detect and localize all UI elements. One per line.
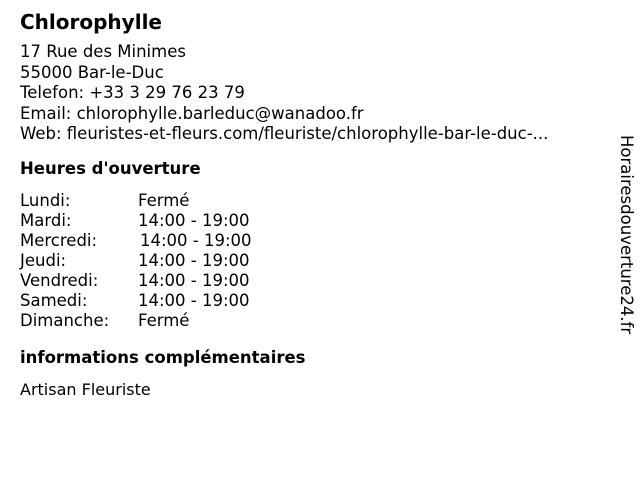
hours-value: Fermé	[138, 190, 190, 210]
hours-value: 14:00 - 19:00	[138, 250, 250, 270]
day-label: Mercredi:	[20, 230, 98, 250]
day-label: Jeudi:	[20, 250, 67, 270]
hours-heading: Heures d'ouverture	[20, 158, 201, 178]
hours-value: Fermé	[138, 310, 190, 330]
day-label: Vendredi:	[20, 270, 99, 290]
business-name: Chlorophylle	[20, 10, 162, 34]
info-heading: informations complémentaires	[20, 347, 306, 367]
hours-row-monday	[20, 191, 610, 211]
phone-number: Telefon: +33 3 29 76 23 79	[20, 83, 245, 102]
info-text: Artisan Fleuriste	[20, 379, 151, 399]
website-url: Web: fleuristes-et-fleurs.com/fleuriste/chlorophylle-bar-le-duc-...	[20, 124, 549, 143]
day-label: Dimanche:	[20, 310, 110, 330]
address-line-2: 55000 Bar-le-Duc	[20, 62, 164, 82]
hours-value: 14:00 - 19:00	[138, 210, 250, 230]
email-address: Email: chlorophylle.barleduc@wanadoo.fr	[20, 103, 364, 123]
hours-table	[20, 191, 610, 331]
hours-value: 14:00 - 19:00	[138, 270, 250, 290]
hours-row-sunday	[20, 311, 610, 331]
hours-row-wednesday	[20, 231, 610, 251]
day-label: Lundi:	[20, 190, 71, 210]
address-line-1: 17 Rue des Minimes	[20, 42, 186, 61]
site-watermark: Horairesdouverture24.fr	[617, 135, 636, 335]
hours-row-friday	[20, 271, 610, 291]
hours-row-thursday	[20, 251, 610, 271]
day-label: Samedi:	[20, 290, 88, 310]
hours-row-saturday	[20, 291, 610, 311]
business-card	[20, 10, 610, 400]
hours-value: 14:00 - 19:00	[140, 230, 252, 250]
day-label: Mardi:	[20, 210, 72, 230]
hours-row-tuesday	[20, 211, 610, 231]
hours-value: 14:00 - 19:00	[138, 290, 250, 310]
